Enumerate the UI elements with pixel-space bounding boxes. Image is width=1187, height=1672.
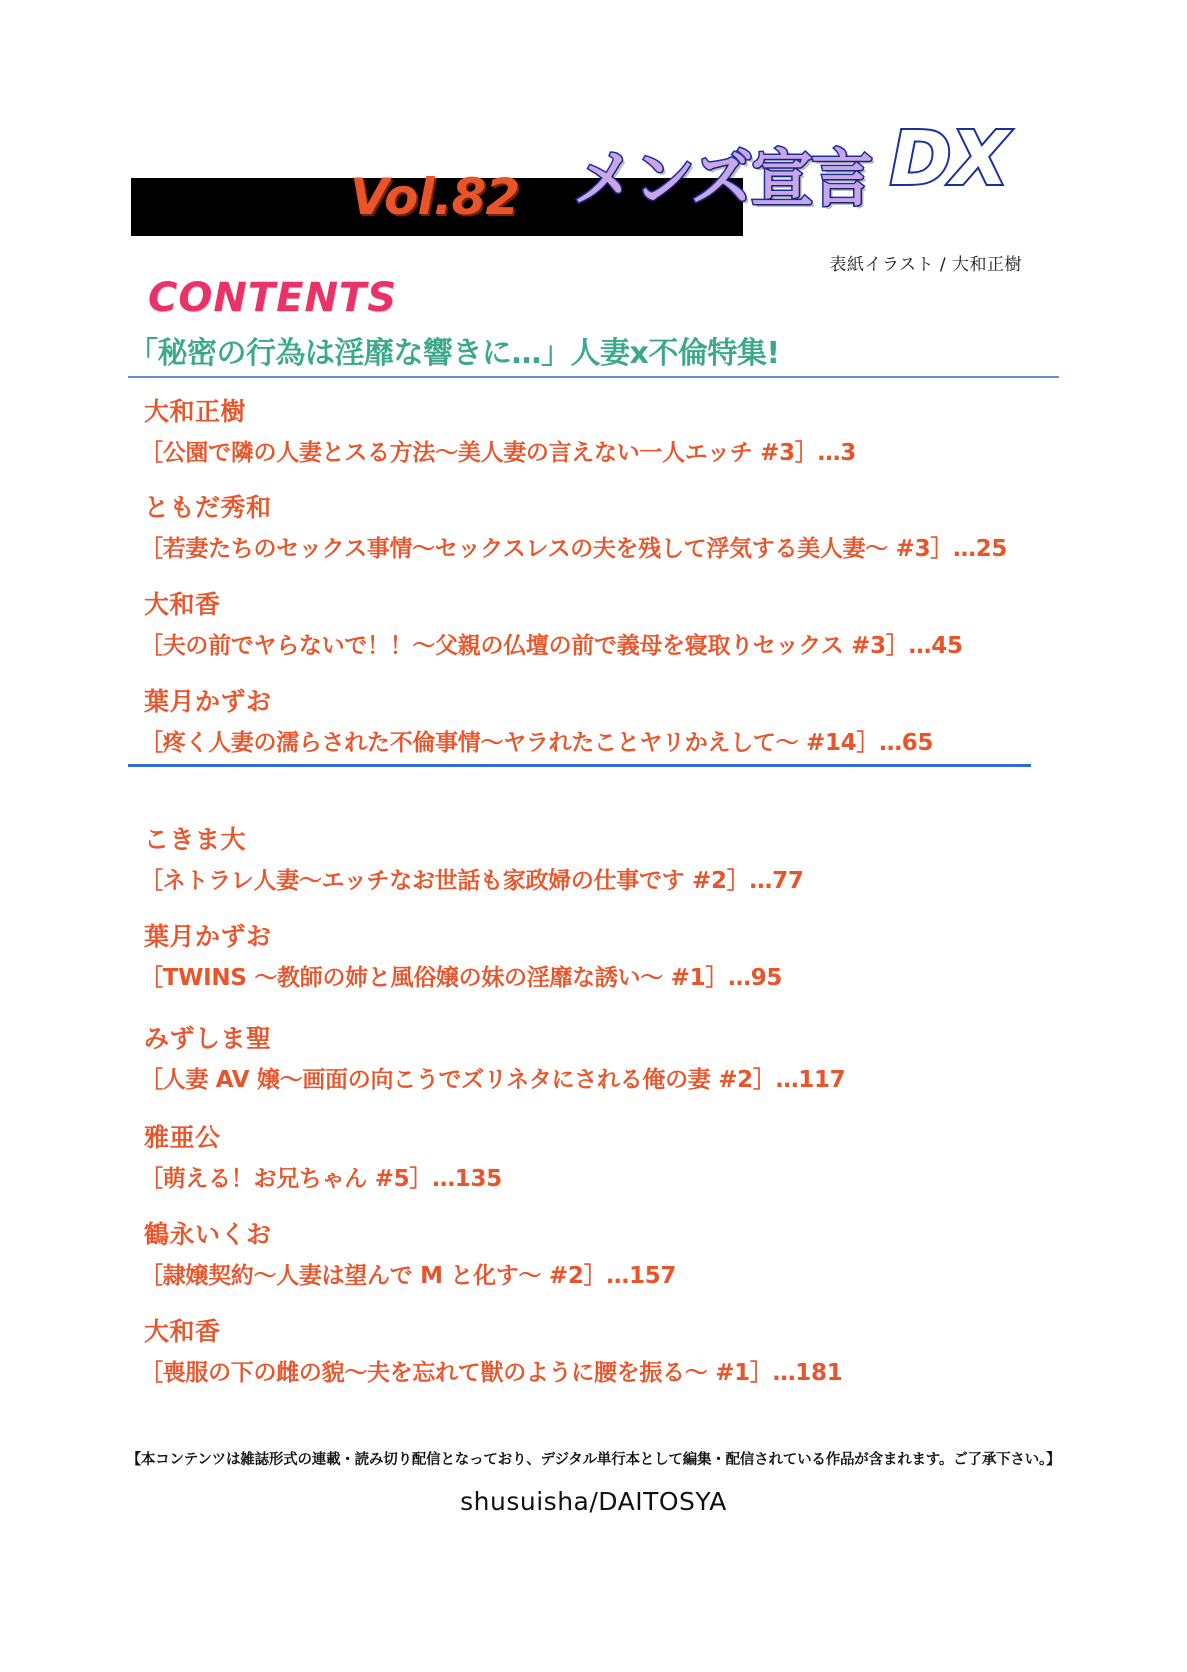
volume-label: Vol.82 xyxy=(350,168,520,226)
entry-title: ［夫の前でヤらないで！！〜父親の仏壇の前で義母を寝取りセックス #3］…45 xyxy=(140,633,963,659)
entry-author: 葉月かずお xyxy=(144,687,272,716)
entry-author: ともだ秀和 xyxy=(144,493,272,522)
magazine-logo-dx: DX xyxy=(890,116,1009,202)
divider-middle xyxy=(128,764,1031,767)
entry-title: ［疼く人妻の濡らされた不倫事情〜ヤラれたことヤリかえして〜 #14］…65 xyxy=(140,730,934,756)
masthead xyxy=(0,110,1187,275)
list-item[interactable] xyxy=(140,682,1140,757)
entry-title: ［人妻 AV 嬢〜画面の向こうでズリネタにされる俺の妻 #2］…117 xyxy=(140,1067,846,1093)
list-item[interactable] xyxy=(140,917,1140,992)
entry-author: 大和香 xyxy=(144,1317,221,1346)
list-item[interactable] xyxy=(140,585,1140,660)
entry-title: ［TWINS 〜教師の姉と風俗嬢の妹の淫靡な誘い〜 #1］…95 xyxy=(140,965,783,991)
entry-title: ［ネトラレ人妻〜エッチなお世話も家政婦の仕事です #2］…77 xyxy=(140,868,804,894)
list-item[interactable] xyxy=(140,1215,1140,1290)
entry-title: ［公園で隣の人妻とスる方法〜美人妻の言えない一人エッチ #3］…3 xyxy=(140,440,856,466)
entry-author: みずしま聖 xyxy=(144,1024,272,1053)
entry-author: こきま大 xyxy=(144,825,247,854)
entry-title: ［萌える！お兄ちゃん #5］…135 xyxy=(140,1166,502,1192)
entry-author: 葉月かずお xyxy=(144,922,272,951)
list-item[interactable] xyxy=(140,1312,1140,1387)
feature-title: 「秘密の行為は淫靡な響きに…」人妻x不倫特集! xyxy=(128,336,780,371)
entry-author: 雅亜公 xyxy=(144,1123,221,1152)
entry-author: 大和香 xyxy=(144,590,221,619)
list-item[interactable] xyxy=(140,488,1140,563)
footer-notice: 【本コンテンツは雑誌形式の連載・読み切り配信となっており、デジタル単行本として編集・配信されている作品が含まれます。ご了承下さい。】 xyxy=(126,1452,1061,1468)
list-item[interactable] xyxy=(140,392,1140,467)
list-item[interactable] xyxy=(140,1019,1140,1094)
entry-author: 鶴永いくお xyxy=(144,1220,272,1249)
contents-heading: CONTENTS xyxy=(148,275,398,321)
cover-illustration-credit: 表紙イラスト / 大和正樹 xyxy=(829,255,1022,275)
list-item[interactable] xyxy=(140,820,1140,895)
entry-author: 大和正樹 xyxy=(144,397,247,426)
divider-top xyxy=(128,376,1059,378)
publisher-name: shusuisha/DAITOSYA xyxy=(460,1487,727,1516)
entry-title: ［隷嬢契約〜人妻は望んで M と化す〜 #2］…157 xyxy=(140,1263,677,1289)
magazine-logo xyxy=(565,116,1009,240)
entry-title: ［喪服の下の雌の貌〜夫を忘れて獣のように腰を振る〜 #1］…181 xyxy=(140,1360,843,1386)
entry-title: ［若妻たちのセックス事情〜セックスレスの夫を残して浮気する美人妻〜 #3］…25 xyxy=(140,536,1008,562)
list-item[interactable] xyxy=(140,1118,1140,1193)
magazine-logo-title: メンズ宣言 xyxy=(573,142,872,215)
